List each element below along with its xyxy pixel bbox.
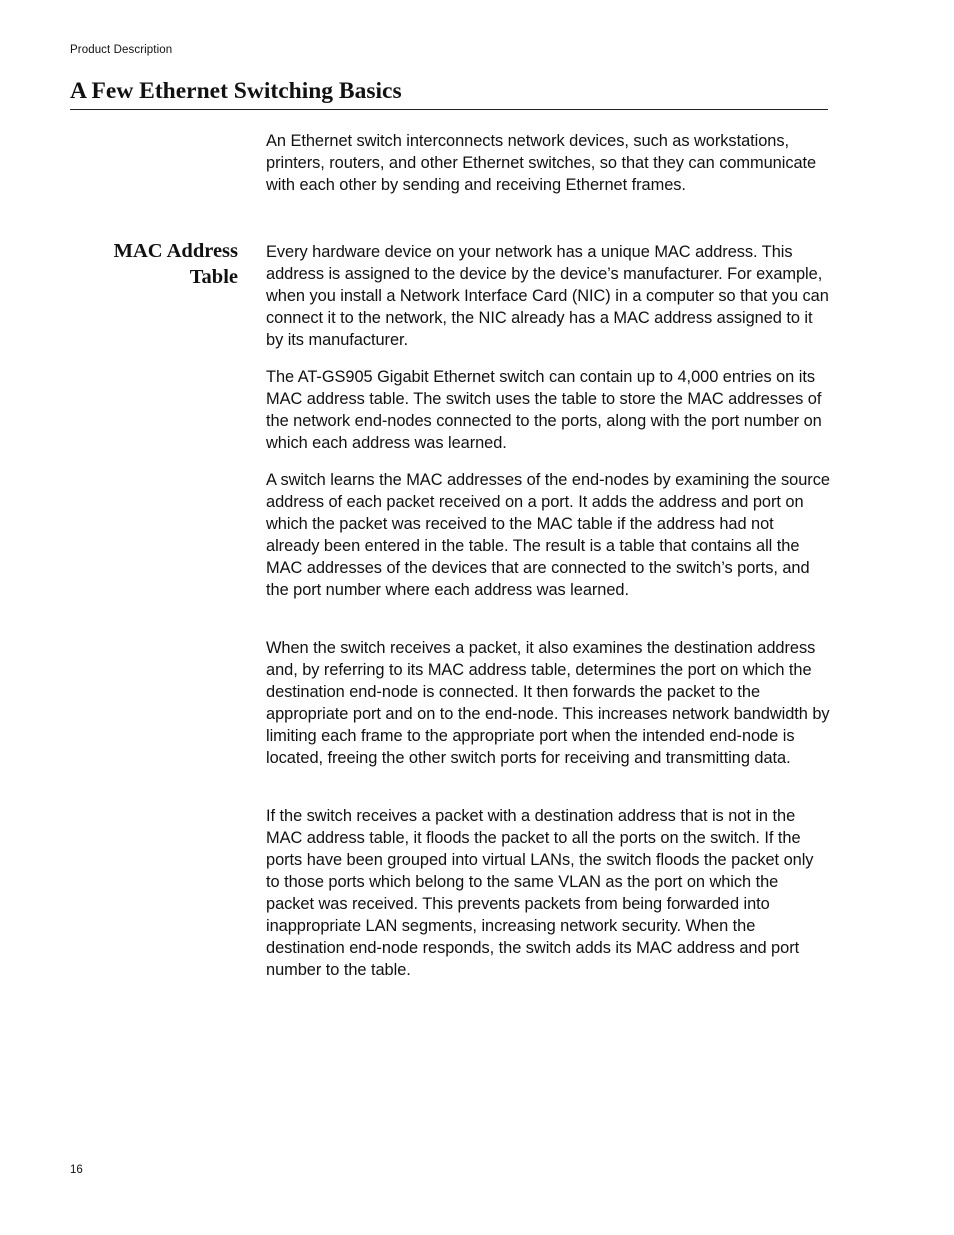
body-paragraph: When the switch receives a packet, it also examines the destination address and, by referring to its MAC address table, determines the port on which the destination end-node is connected. It then forwards the packet to the appropriate port and on to the end-node. This increases network bandwidth by limiting each frame to the appropriate port when the intended end-node is located, freeing the other switch ports for receiving and transmitting data. xyxy=(266,639,830,767)
running-header: Product Description xyxy=(70,44,173,56)
body-paragraph: The AT-GS905 Gigabit Ethernet switch can contain up to 4,000 entries on its MAC address table. The switch uses the table to store the MAC addresses of the network end-nodes connected to the ports, along with the port number on which each address was learned. xyxy=(266,368,822,452)
page-number: 16 xyxy=(70,1164,83,1176)
side-heading-line-1: MAC Address xyxy=(113,240,238,262)
body-paragraph: If the switch receives a packet with a destination address that is not in the MAC address table, it floods the packet to all the ports on the switch. If the ports have been grouped into virtual LANs, the switch floods the packet only to those ports which belong to the same VLAN as the port on which the packet was received. This prevents packets from being forwarded into inappropriate LAN segments, increasing network security. When the destination end-node responds, the switch adds its MAC address and port number to the table. xyxy=(266,807,814,979)
mac-address-table-heading xyxy=(70,238,238,290)
intro-paragraph: An Ethernet switch interconnects network devices, such as workstations, printers, routers, and other Ethernet switches, so that they can communicate with each other by sending and receiving Ethernet frames. xyxy=(266,132,817,194)
body-paragraph: A switch learns the MAC addresses of the end-nodes by examining the source address of each packet received on a port. It adds the address and port on which the packet was received to the MAC table if the address had not already been entered in the table. The result is a table that contains all the MAC addresses of the devices that are connected to the switch’s ports, and the port number where each address was learned. xyxy=(266,471,830,599)
body-paragraph: Every hardware device on your network has a unique MAC address. This address is assigned to the device by the device’s manufacturer. For example, when you install a Network Interface Card (NIC) in a computer so that you can connect it to the network, the NIC already has a MAC address assigned to it by its manufacturer. xyxy=(266,243,829,349)
side-heading-line-2: Table xyxy=(189,266,238,288)
section-title: A Few Ethernet Switching Basics xyxy=(70,77,828,110)
